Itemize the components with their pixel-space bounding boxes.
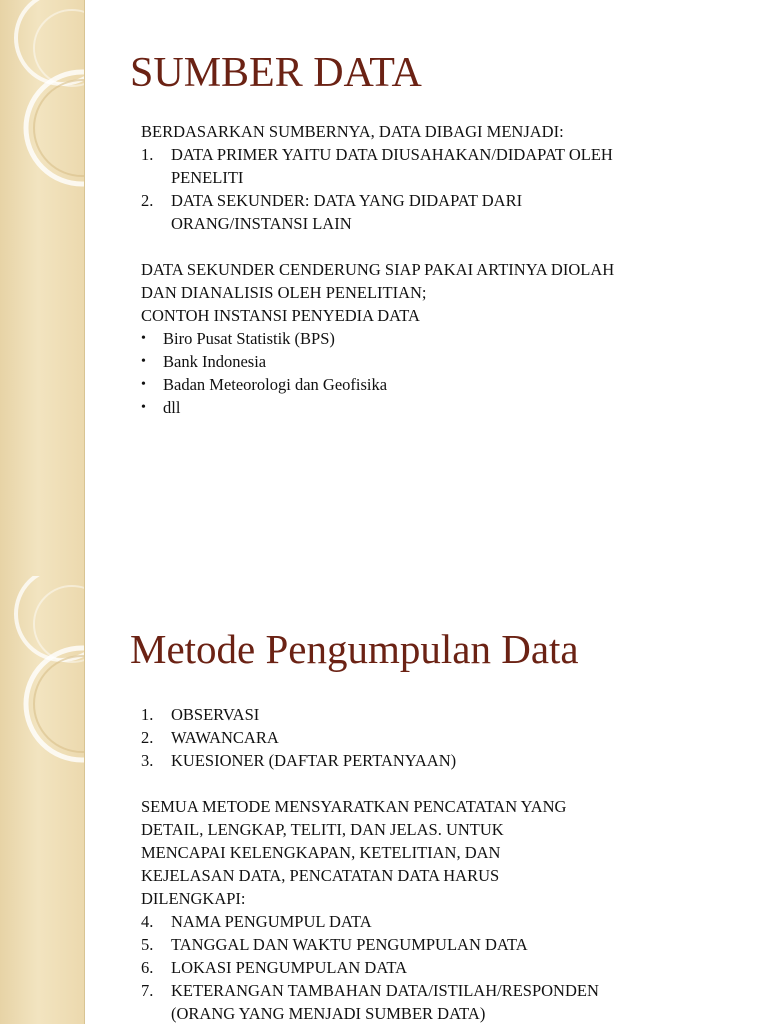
list-number: 2.	[141, 191, 154, 210]
bullet-icon: •	[141, 354, 146, 369]
list-text-continuation: (ORANG YANG MENJADI SUMBER DATA)	[171, 1004, 486, 1023]
list-text: WAWANCARA	[171, 728, 279, 747]
list-number: 2.	[141, 728, 154, 747]
paragraph-line: DILENGKAPI:	[141, 889, 246, 908]
paragraph-line: DAN DIANALISIS OLEH PENELITIAN;	[141, 283, 427, 302]
list-item-data-primer	[141, 143, 721, 166]
list-item-tanggal-waktu	[141, 933, 721, 956]
list-item-nama-pengumpul	[141, 910, 721, 933]
list-text: DATA PRIMER YAITU DATA DIUSAHAKAN/DIDAPAT OLEH	[171, 145, 613, 164]
list-text: TANGGAL DAN WAKTU PENGUMPULAN DATA	[171, 935, 528, 954]
list-text: DATA SEKUNDER: DATA YANG DIDAPAT DARI	[171, 191, 523, 210]
bullet-text: Bank Indonesia	[163, 352, 267, 371]
list-text: NAMA PENGUMPUL DATA	[171, 912, 372, 931]
list-number: 1.	[141, 145, 154, 164]
bullet-icon: •	[141, 400, 146, 415]
paragraph-line: SEMUA METODE MENSYARATKAN PENCATATAN YANG	[141, 797, 567, 816]
list-number: 1.	[141, 705, 154, 724]
paragraph-line: DETAIL, LENGKAP, TELITI, DAN JELAS. UNTUK	[141, 820, 504, 839]
slide-metode-pengumpulan-data	[0, 576, 768, 1024]
list-text-continuation: ORANG/INSTANSI LAIN	[171, 214, 352, 233]
bullet-item-bank-indonesia	[141, 350, 721, 373]
slide-body	[141, 703, 721, 1024]
paragraph-spacer	[141, 235, 721, 258]
list-text: LOKASI PENGUMPULAN DATA	[171, 958, 408, 977]
list-text: KUESIONER (DAFTAR PERTANYAAN)	[171, 751, 457, 770]
list-item-lokasi	[141, 956, 721, 979]
decorative-rings-graphic	[0, 0, 84, 576]
list-number: 3.	[141, 751, 154, 770]
list-number: 5.	[141, 935, 154, 954]
list-text-continuation: PENELITI	[171, 168, 244, 187]
list-item-data-sekunder	[141, 189, 721, 212]
slide-body	[141, 120, 721, 419]
bullet-icon: •	[141, 377, 146, 392]
bullet-item-dll	[141, 396, 721, 419]
bullet-item-bps	[141, 327, 721, 350]
paragraph-line: MENCAPAI KELENGKAPAN, KETELITIAN, DAN	[141, 843, 501, 862]
bullet-item-bmg	[141, 373, 721, 396]
slide-title: SUMBER DATA	[130, 50, 422, 96]
list-text: OBSERVASI	[171, 705, 260, 724]
paragraph-spacer	[141, 772, 721, 795]
decorative-side-strip	[0, 0, 85, 576]
list-number: 4.	[141, 912, 154, 931]
paragraph-line: KEJELASAN DATA, PENCATATAN DATA HARUS	[141, 866, 500, 885]
decorative-side-strip	[0, 576, 85, 1024]
intro-text: BERDASARKAN SUMBERNYA, DATA DIBAGI MENJADI:	[141, 122, 564, 141]
paragraph-line: DATA SEKUNDER CENDERUNG SIAP PAKAI ARTINYA DIOLAH	[141, 260, 615, 279]
list-item-wawancara	[141, 726, 721, 749]
list-text: KETERANGAN TAMBAHAN DATA/ISTILAH/RESPONDEN	[171, 981, 599, 1000]
list-number: 6.	[141, 958, 154, 977]
list-item-kuesioner	[141, 749, 721, 772]
paragraph-line: CONTOH INSTANSI PENYEDIA DATA	[141, 306, 420, 325]
decorative-rings-graphic	[0, 576, 84, 1024]
bullet-text: dll	[163, 398, 181, 417]
list-item-observasi	[141, 703, 721, 726]
slide-title: Metode Pengumpulan Data	[130, 626, 579, 672]
list-item-keterangan-tambahan	[141, 979, 721, 1002]
bullet-text: Biro Pusat Statistik (BPS)	[163, 329, 335, 348]
bullet-text: Badan Meteorologi dan Geofisika	[163, 375, 388, 394]
list-number: 7.	[141, 981, 154, 1000]
bullet-icon: •	[141, 331, 146, 346]
